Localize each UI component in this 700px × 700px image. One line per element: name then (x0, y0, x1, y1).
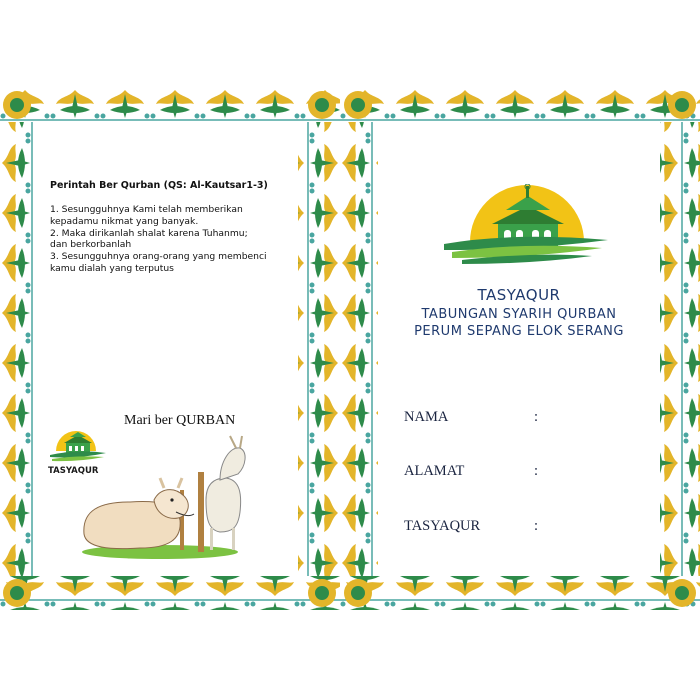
verse-line: 3. Sesungguhnya orang-orang yang membenci (50, 251, 267, 263)
logo-text: TASYAQUR (48, 466, 99, 476)
field-colon: : (534, 409, 539, 425)
verse-line: dan berkorbanlah (50, 239, 132, 251)
slogan: Mari ber QURBAN (124, 413, 236, 428)
field-label-nama: NAMA (404, 409, 449, 425)
field-colon: : (534, 518, 539, 534)
org-name-title: TASYAQUR (477, 286, 561, 304)
left-page (0, 88, 342, 610)
field-label-tasyaqur: TASYAQUR (404, 518, 481, 534)
mosque-logo-icon (442, 184, 612, 276)
verse-line: 2. Maka dirikanlah shalat karena Tuhanmu; (50, 227, 248, 239)
verse-line: kamu dialah yang terputus (50, 262, 174, 274)
field-label-alamat: ALAMAT (404, 463, 465, 479)
org-name-subtitle: TABUNGAN SYARIH QURBAN (421, 307, 617, 322)
verse-line: kepadamu nikmat yang banyak. (50, 215, 199, 227)
right-page-content (378, 122, 660, 576)
right-page (340, 88, 700, 610)
verse-list (50, 204, 288, 275)
left-page-content (34, 122, 298, 576)
org-address: PERUM SEPANG ELOK SERANG (414, 324, 624, 339)
cow-and-goat-icon (80, 430, 250, 560)
field-colon: : (534, 463, 539, 479)
verse-title: Perintah Ber Qurban (QS: Al-Kautsar1-3) (50, 180, 268, 191)
verse-line: 1. Sesungguhnya Kami telah memberikan (50, 204, 243, 215)
